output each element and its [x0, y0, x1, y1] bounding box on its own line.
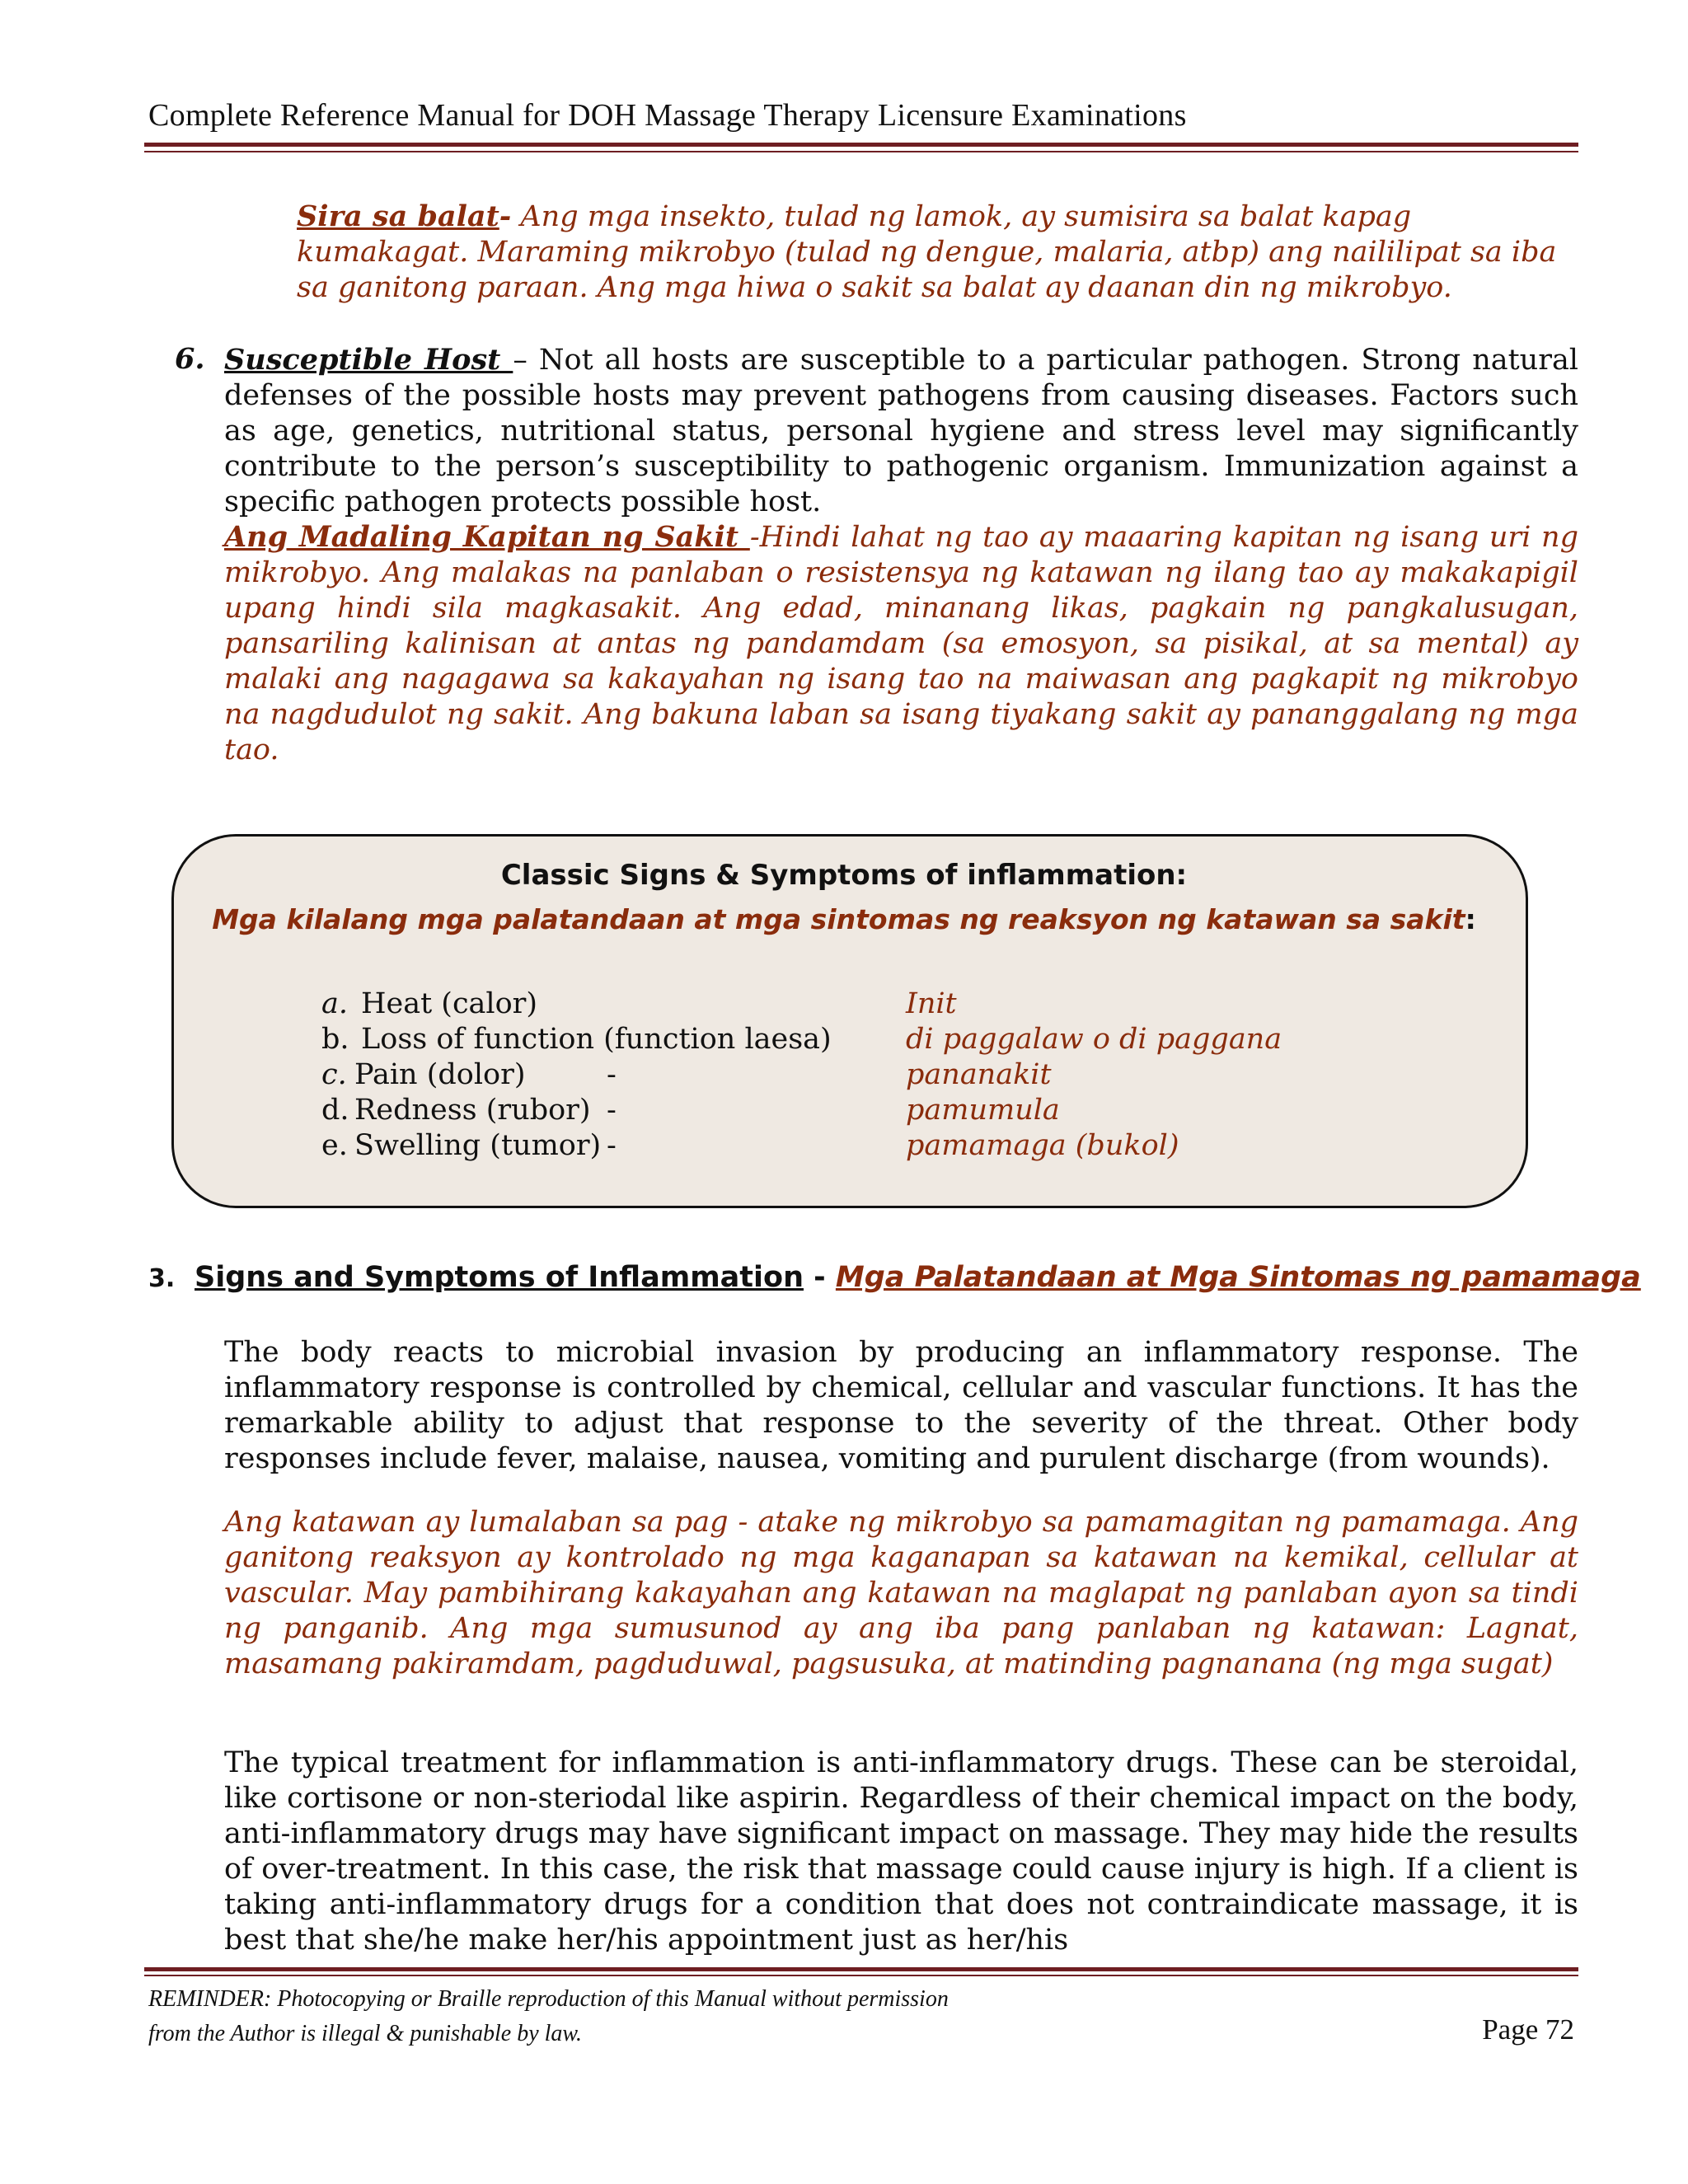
symptom-dash-d: - [607, 1094, 617, 1127]
section-3-title-tl: Mga Palatandaan at Mga Sintomas ng pamamaga [835, 1261, 1641, 1294]
symptom-row-c [321, 1058, 526, 1091]
symptom-filipino-c: pananakit [906, 1058, 1052, 1091]
symptom-letter: e. [321, 1129, 348, 1162]
madaling-kapitan-term: Ang Madaling Kapitan ng Sakit [224, 520, 750, 554]
box-subtitle-text: Mga kilalang mga palatandaan at mga sintomas ng reaksyon ng katawan sa sakit [212, 903, 1465, 935]
section-3-heading [148, 1261, 1641, 1294]
header-rule-thick [144, 143, 1578, 147]
sira-text: Ang mga insekto, tulad ng lamok, ay sumisira sa balat kapag kumakagat. Maraming mikrobyo (tulad ng dengue, malaria, atbp) ang naililipat sa iba sa ganitong paraan. Ang mga hiwa o sakit sa balat ay daanan din ng mikrobyo. [297, 200, 1557, 304]
reminder-line-1: REMINDER: Photocopying or Braille reproduction of this Manual without permission [148, 1986, 949, 2012]
footer-reminder [148, 1982, 1137, 2051]
section-3-number: 3. [148, 1264, 176, 1293]
symptom-letter: b. [321, 1023, 349, 1056]
sira-sa-balat-term: Sira sa balat [297, 199, 499, 233]
susceptible-host-term: Susceptible Host [224, 343, 513, 377]
box-subtitle-colon: : [1465, 903, 1476, 935]
symptom-row-e [321, 1129, 601, 1162]
body-paragraph-3: The typical treatment for inflammation is anti-inflammatory drugs. These can be steroidal, like cortisone or non-steriodal like aspirin. Regardless of their chemical impact on the body, anti-inflammatory drugs may have significant impact on massage. They may hide the results of over-treatment. In this case, the risk that massage could cause injury is high. If a client is taking anti-inflammatory drugs for a condition that does not contraindicate massage, it is best that she/he make her/his appointment just as her/his [224, 1746, 1578, 1957]
madaling-kapitan-text: -Hindi lahat ng tao ay maaaring kapitan ng isang uri ng mikrobyo. Ang malakas na panlaban o resistensya ng katawan ng ilang tao ay makakapigil upang hindi sila magkasakit. Ang edad, minanang likas, pagkain ng pangkalusugan, pansariling kalinisan at antas ng pandamdam (sa emosyon, sa pisikal, at sa mental) ay malaki ang nagagawa sa kakayahan ng isang tao na maiwasan ang pagkapit ng mikrobyo na nagdudulot ng sakit. Ang bakuna laban sa isang tiyakang sakit ay pananggalang ng mga tao. [224, 521, 1578, 766]
body-paragraph-1: The body reacts to microbial invasion by producing an inflammatory response. The inflammatory response is controlled by chemical, cellular and vascular functions. It has the remarkable ability to adjust that response to the severity of the threat. Other body responses include fever, malaise, nausea, vomiting and purulent discharge (from wounds). [224, 1336, 1578, 1475]
footer-rule-thin [144, 1975, 1578, 1976]
symptom-dash-e: - [607, 1129, 617, 1162]
symptom-row-d [321, 1094, 591, 1127]
section-3-title-en: Signs and Symptoms of Inflammation [195, 1261, 804, 1294]
header-rule-thin [144, 151, 1578, 152]
symptom-letter: a. [321, 987, 348, 1020]
symptom-filipino-b: di paggalaw o di paggana [906, 1023, 1282, 1056]
symptom-filipino-e: pamamaga (bukol) [906, 1129, 1179, 1162]
symptom-filipino-a: Init [906, 987, 957, 1020]
susceptible-host-paragraph [224, 342, 1578, 520]
symptom-english: Pain (dolor) [354, 1058, 526, 1091]
box-subtitle [0, 903, 1688, 935]
section-3-sep: - [803, 1261, 836, 1294]
symptom-english: Heat (calor) [361, 987, 538, 1020]
box-title: Classic Signs & Symptoms of inflammation: [500, 859, 1188, 892]
sira-sa-balat-paragraph [297, 199, 1578, 306]
reminder-line-2: from the Author is illegal & punishable by law. [148, 2021, 583, 2046]
header-title: Complete Reference Manual for DOH Massage Therapy Licensure Examinations [148, 98, 1187, 133]
symptom-english: Swelling (tumor) [354, 1129, 602, 1162]
symptom-row-b [321, 1023, 832, 1056]
susceptible-host-text: – Not all hosts are susceptible to a particular pathogen. Strong natural defenses of the possible hosts may prevent pathogens from causing diseases. Factors such as age, genetics, nutritional status, personal hygiene and stress level may significantly contribute to the person’s susceptibility to pathogenic organism. Immunization against a specific pathogen protects possible host. [224, 344, 1579, 518]
page-number: Page 72 [1482, 2013, 1574, 2046]
symptom-english: Redness (rubor) [354, 1094, 591, 1127]
madaling-kapitan-paragraph [224, 519, 1578, 768]
symptom-dash-c: - [607, 1058, 617, 1091]
body-paragraph-2: Ang katawan ay lumalaban sa pag - atake ng mikrobyo sa pamamagitan ng pamamaga. Ang ganitong reaksyon ay kontrolado ng mga kaganapan sa katawan na kemikal, cellular at vascular. May pambihirang kakayahan ang katawan na maglapat ng panlaban ayon sa tindi ng panganib. Ang mga sumusunod ay ang iba pang panlaban ng katawan: Lagnat, masamang pakiramdam, pagduduwal, pagsusuka, at matinding pagnanana (ng mga sugat) [224, 1506, 1578, 1680]
item-number-6: 6. [175, 342, 205, 376]
symptom-english: Loss of function (function laesa) [361, 1023, 832, 1056]
symptom-letter: c. [321, 1058, 347, 1091]
symptom-filipino-d: pamumula [906, 1094, 1060, 1127]
sira-sep: - [499, 199, 512, 233]
footer-rule-thick [144, 1967, 1578, 1971]
symptom-row-a [321, 987, 537, 1020]
symptom-letter: d. [321, 1094, 349, 1127]
